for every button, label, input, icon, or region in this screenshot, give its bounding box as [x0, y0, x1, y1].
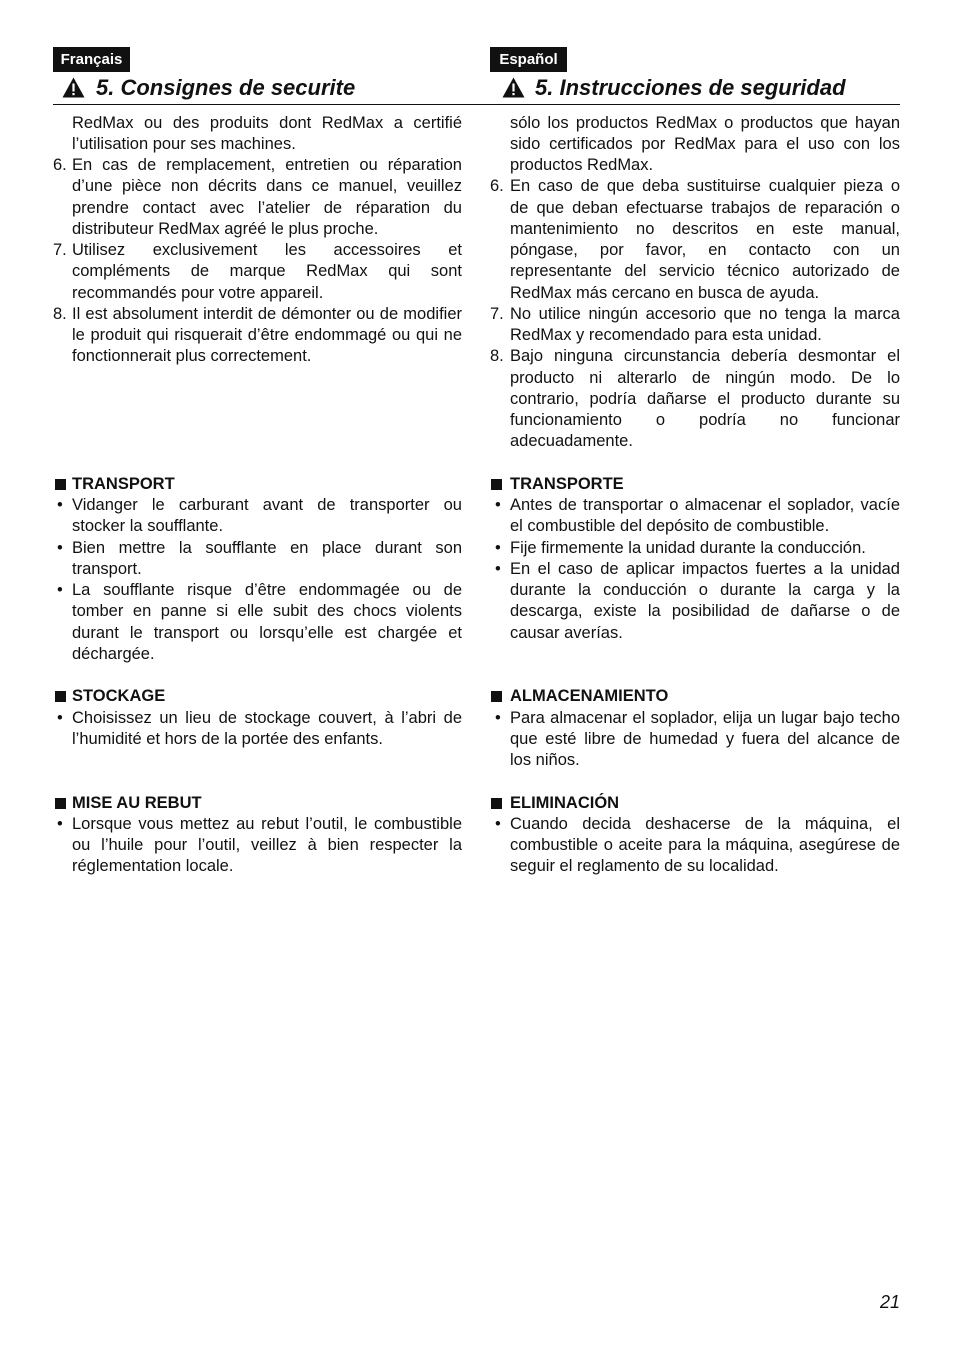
bullet-item	[490, 708, 900, 772]
item-number: 8.	[490, 347, 504, 366]
section-heading	[490, 474, 900, 495]
bullet-marker: •	[495, 496, 501, 514]
text-line: póngase, por favor, en contacto con un	[510, 241, 900, 259]
square-marker-icon	[55, 798, 66, 809]
square-marker-icon	[55, 691, 66, 702]
section-heading-text: STOCKAGE	[72, 687, 166, 706]
bullet-marker: •	[495, 538, 501, 557]
bullet-item	[490, 538, 900, 559]
section-title-spanish	[490, 76, 900, 100]
text-line: compléments de marque RedMax qui sont	[72, 262, 462, 281]
page-number: 21	[879, 1292, 900, 1312]
item-number: 7.	[53, 241, 67, 259]
text-line: el combustible del depósito de combustible.	[510, 517, 830, 536]
text-line: sido certificados por RedMax para el uso con los	[510, 134, 900, 153]
section-heading-text: MISE AU REBUT	[72, 793, 202, 812]
item-number: 6.	[53, 156, 67, 174]
text-line: prendre contact avec l’atelier de réparation du	[72, 198, 462, 217]
text-line: En caso de que deba sustituirse cualquier pieza o	[510, 177, 900, 196]
text-line: No utilice ningún accesorio que no tenga la marca	[510, 304, 900, 323]
text-line: causar averías.	[510, 623, 623, 642]
list-item-7	[490, 304, 900, 347]
text-line: fonctionnerait plus correctement.	[72, 347, 312, 366]
bullet-item	[53, 708, 462, 751]
page-title: 5. Consignes de securite	[96, 75, 356, 100]
list-item-6	[53, 155, 462, 240]
bullet-marker: •	[57, 708, 63, 727]
text-line: réglementation locale.	[72, 857, 234, 876]
warning-icon	[502, 77, 525, 98]
disposal-section	[490, 793, 900, 878]
intro-paragraph	[53, 113, 462, 156]
text-line: de que deban efectuarse trabajos de reparación o	[510, 198, 900, 217]
bullet-item	[490, 814, 900, 878]
language-badge-espanol: Español	[490, 47, 567, 72]
section-heading-text: ALMACENAMIENTO	[510, 687, 669, 706]
warning-icon	[62, 77, 85, 98]
text-line: transport.	[72, 559, 142, 578]
list-item-8	[490, 346, 900, 452]
square-marker-icon	[491, 798, 502, 809]
storage-section	[490, 686, 900, 771]
text-line: seguir el reglamento de su localidad.	[510, 857, 779, 876]
text-line: l’humidité et hors de la portée des enfants.	[72, 729, 383, 748]
text-line: En el caso de aplicar impactos fuertes a la unidad	[510, 559, 900, 578]
text-line: déchargée.	[72, 644, 155, 663]
text-line: Utilisez exclusivement les accessoires et	[72, 241, 462, 259]
bullet-item	[490, 559, 900, 644]
text-line: adecuadamente.	[510, 432, 633, 451]
list-item-8	[53, 304, 462, 368]
storage-section	[53, 686, 462, 750]
text-line: representante del servicio técnico autorizado de	[510, 262, 900, 281]
text-line: Lorsque vous mettez au rebut l’outil, le combustible	[72, 814, 462, 833]
text-line: ou l’huile pour l’outil, veillez à bien respecter la	[72, 836, 462, 854]
text-line: combustible o aceite para la máquina, asegúrese de	[510, 836, 900, 854]
transport-section	[53, 474, 462, 665]
text-line: distributeur RedMax agréé le plus proche.	[72, 219, 379, 238]
text-line: En cas de remplacement, entretien ou réparation	[72, 156, 462, 174]
text-line: RedMax más cercano en busca de ayuda.	[510, 283, 820, 302]
text-line: l’utilisation pour ses machines.	[72, 134, 296, 153]
text-line: descarga, existe la posibilidad de dañarse o de	[510, 602, 900, 621]
square-marker-icon	[491, 691, 502, 702]
text-line: RedMax y recomendado para esta unidad.	[510, 326, 822, 344]
text-line: Cuando decida deshacerse de la máquina, el	[510, 814, 900, 833]
bullet-item	[490, 495, 900, 538]
text-line: La soufflante risque d’être endommagée ou de	[72, 581, 462, 599]
text-line: le produit qui risquerait d’être endommagé ou qui ne	[72, 326, 462, 344]
bullet-marker: •	[57, 581, 63, 599]
text-line: producto ni alterarlo de ningún modo. De lo	[510, 368, 900, 387]
text-line: los niños.	[510, 751, 580, 769]
french-column	[53, 113, 462, 893]
text-line: Vidanger le carburant avant de transporter ou	[72, 496, 462, 514]
bullet-marker: •	[57, 496, 63, 514]
bullet-item	[53, 495, 462, 538]
transport-section	[490, 474, 900, 644]
text-line: contrario, podría dañarse el producto durante su	[510, 389, 900, 408]
section-heading-text: TRANSPORT	[72, 474, 175, 493]
bullet-item	[53, 538, 462, 581]
disposal-section	[53, 793, 462, 878]
text-line: Para almacenar el soplador, elija un lugar bajo techo	[510, 708, 900, 727]
text-line: Choisissez un lieu de stockage couvert, à l’abri de	[72, 708, 462, 727]
bullet-marker: •	[57, 814, 63, 833]
text-line: d’une pièce non décrits dans ce manuel, veuillez	[72, 177, 462, 196]
square-marker-icon	[491, 479, 502, 490]
bullet-marker: •	[495, 814, 501, 833]
bullet-marker: •	[495, 708, 501, 727]
text-line: tomber en panne si elle subit des chocs violents	[72, 602, 462, 621]
text-line: Antes de transportar o almacenar el soplador, vacíe	[510, 496, 900, 514]
text-line: productos RedMax.	[510, 156, 654, 174]
text-line: durant le transport ou lorsqu’elle est chargée et	[72, 623, 462, 642]
text-line: sólo los productos RedMax o productos que hayan	[510, 113, 900, 132]
text-line: stocker la soufflante.	[72, 517, 224, 536]
text-line: que esté libre de humedad y fuera del alcance de	[510, 729, 900, 748]
section-heading-text: TRANSPORTE	[510, 474, 624, 493]
text-line: RedMax ou des produits dont RedMax a certifié	[72, 113, 462, 132]
text-line: Bien mettre la soufflante en place durant son	[72, 538, 462, 557]
list-item-6	[490, 176, 900, 304]
section-heading	[490, 793, 900, 814]
intro-paragraph	[490, 113, 900, 177]
page-title: 5. Instrucciones de seguridad	[535, 75, 846, 100]
text-line: recommandés pour votre appareil.	[72, 283, 324, 302]
bullet-item	[53, 814, 462, 878]
text-line: funcionamiento o podría no funcionar	[510, 411, 900, 429]
title-underline	[53, 104, 900, 106]
item-number: 6.	[490, 177, 504, 196]
section-heading	[53, 474, 462, 495]
item-number: 8.	[53, 304, 67, 323]
spanish-column	[490, 113, 900, 893]
item-number: 7.	[490, 304, 504, 323]
bullet-item	[53, 580, 462, 665]
section-heading-text: ELIMINACIÓN	[510, 793, 620, 812]
square-marker-icon	[55, 479, 66, 490]
section-heading	[490, 686, 900, 707]
text-line: mantenimiento no descritos en este manual,	[510, 219, 900, 238]
bullet-marker: •	[57, 538, 63, 557]
language-badge-francais: Français	[53, 47, 130, 72]
text-line: Il est absolument interdit de démonter ou de modifier	[72, 304, 462, 323]
section-heading	[53, 686, 462, 707]
text-line: durante la conducción o durante la carga y la	[510, 581, 900, 599]
section-title-french	[53, 76, 463, 100]
section-heading	[53, 793, 462, 814]
list-item-7	[53, 240, 462, 304]
text-line: Fije firmemente la unidad durante la conducción.	[510, 538, 866, 557]
bullet-marker: •	[495, 559, 501, 578]
text-line: Bajo ninguna circunstancia debería desmontar el	[510, 347, 900, 366]
